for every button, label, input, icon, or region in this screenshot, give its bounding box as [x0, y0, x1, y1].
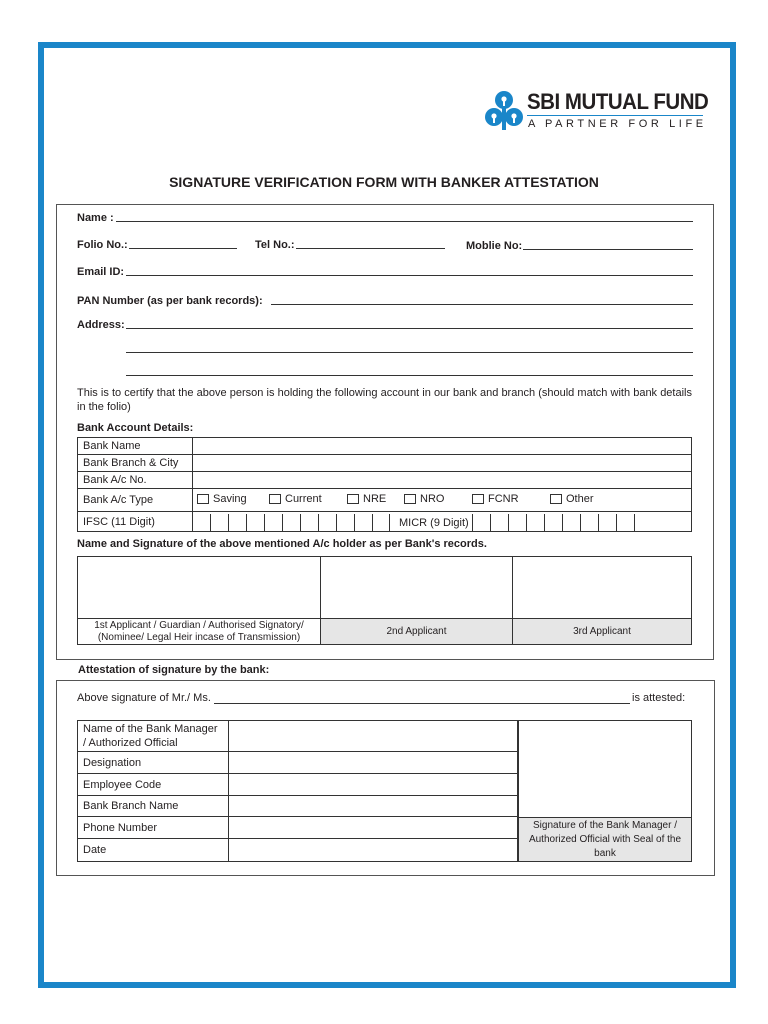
ifsc-digit-boxes[interactable] [192, 514, 390, 532]
ifsc-digit-box[interactable] [264, 514, 282, 532]
checkbox-icon[interactable] [472, 494, 484, 504]
micr-digit-box[interactable] [616, 514, 634, 532]
attested-name-field[interactable] [214, 703, 630, 704]
micr-digit-box[interactable] [580, 514, 598, 532]
ac-type-saving[interactable] [197, 493, 247, 505]
third-applicant-label: 3rd Applicant [513, 619, 692, 645]
sbi-keyhole-cluster-icon [484, 90, 524, 132]
folio-label: Folio No.: [77, 239, 128, 251]
first-applicant-signature-box[interactable] [78, 557, 321, 619]
ac-type-nre[interactable] [347, 493, 386, 505]
tel-field[interactable] [296, 248, 445, 249]
first-applicant-sublabel: (Nominee/ Legal Heir incase of Transmission) [97, 631, 301, 643]
second-applicant-signature-box[interactable] [321, 557, 513, 619]
mobile-label: Moblie No: [466, 240, 523, 252]
phone-label: Phone Number [78, 817, 229, 839]
micr-digit-box[interactable] [508, 514, 526, 532]
pan-label: PAN Number (as per bank records): [77, 295, 263, 307]
address-field-line3[interactable] [126, 375, 693, 376]
checkbox-icon[interactable] [197, 494, 209, 504]
bank-name-label: Bank Name [78, 438, 193, 455]
signature-heading: Name and Signature of the above mentioned A/c holder as per Bank's records. [77, 538, 487, 550]
micr-digit-box[interactable] [472, 514, 490, 532]
ifsc-digit-box[interactable] [354, 514, 372, 532]
ac-type-fcnr[interactable] [472, 493, 519, 505]
logo-underline [527, 115, 703, 116]
ac-no-label: Bank A/c No. [78, 472, 193, 489]
designation-field[interactable] [229, 752, 518, 774]
folio-field[interactable] [129, 248, 237, 249]
branch-city-label: Bank Branch & City [78, 455, 193, 472]
sbi-logo [484, 89, 709, 136]
ifsc-digit-box[interactable] [282, 514, 300, 532]
form-title: SIGNATURE VERIFICATION FORM WITH BANKER ATTESTATION [169, 174, 599, 190]
saving-label: Saving [213, 493, 247, 505]
ifsc-digit-box[interactable] [300, 514, 318, 532]
designation-label: Designation [78, 752, 229, 774]
ac-no-field[interactable] [193, 472, 692, 489]
manager-signature-box[interactable] [519, 721, 692, 818]
checkbox-icon[interactable] [550, 494, 562, 504]
micr-digit-box[interactable] [544, 514, 562, 532]
employee-code-label: Employee Code [78, 774, 229, 796]
phone-field[interactable] [229, 817, 518, 839]
email-label: Email ID: [77, 266, 125, 278]
manager-signature-table [518, 720, 692, 862]
applicant-signature-table [77, 556, 692, 645]
date-field[interactable] [229, 839, 518, 862]
nre-label: NRE [363, 493, 387, 505]
above-signature-label: Above signature of Mr./ Ms. [77, 692, 211, 704]
second-applicant-label: 2nd Applicant [321, 619, 513, 645]
third-applicant-signature-box[interactable] [513, 557, 692, 619]
manager-name-label: Name of the Bank Manager / Authorized Official [78, 721, 229, 752]
micr-label: MICR (9 Digit) [399, 517, 469, 529]
logo-tagline: A PARTNER FOR LIFE [528, 118, 707, 130]
ac-type-label: Bank A/c Type [78, 489, 193, 512]
bank-details-heading: Bank Account Details: [77, 422, 194, 434]
name-field[interactable] [116, 221, 693, 222]
current-label: Current [285, 493, 322, 505]
micr-digit-box[interactable] [562, 514, 580, 532]
date-label: Date [78, 839, 229, 862]
address-field-line2[interactable] [126, 352, 693, 353]
first-applicant-caption [78, 619, 321, 645]
checkbox-icon[interactable] [347, 494, 359, 504]
ac-type-other[interactable] [550, 493, 594, 505]
ifsc-digit-box[interactable] [210, 514, 228, 532]
ifsc-label: IFSC (11 Digit) [78, 512, 193, 532]
micr-digit-boxes[interactable] [472, 514, 634, 532]
pan-field[interactable] [271, 304, 693, 305]
attestation-heading: Attestation of signature by the bank: [78, 664, 270, 676]
address-label: Address: [77, 319, 125, 331]
tel-label: Tel No.: [255, 239, 295, 251]
certify-text: This is to certify that the above person is holding the following account in our bank and branch (should match with bank details in the folio) [77, 387, 692, 413]
branch-city-field[interactable] [193, 455, 692, 472]
ifsc-digit-box[interactable] [318, 514, 336, 532]
email-field[interactable] [126, 275, 693, 276]
manager-signature-caption: Signature of the Bank Manager / Authorized Official with Seal of the bank [519, 818, 692, 862]
manager-name-field[interactable] [229, 721, 518, 752]
checkbox-icon[interactable] [269, 494, 281, 504]
first-applicant-label: 1st Applicant / Guardian / Authorised Signatory/ [94, 619, 304, 631]
nro-label: NRO [420, 493, 445, 505]
logo-name: SBI MUTUAL FUND [527, 89, 709, 114]
micr-digit-box[interactable] [634, 514, 652, 532]
ifsc-digit-box[interactable] [336, 514, 354, 532]
branch-name-field[interactable] [229, 796, 518, 817]
micr-digit-box[interactable] [598, 514, 616, 532]
branch-name-label: Bank Branch Name [78, 796, 229, 817]
micr-digit-box[interactable] [490, 514, 508, 532]
bank-name-field[interactable] [193, 438, 692, 455]
address-field-line1[interactable] [126, 328, 693, 329]
ac-type-nro[interactable] [404, 493, 444, 505]
name-label: Name : [77, 212, 114, 224]
employee-code-field[interactable] [229, 774, 518, 796]
bank-official-table [77, 720, 518, 862]
ac-type-current[interactable] [269, 493, 322, 505]
fcnr-label: FCNR [488, 493, 519, 505]
ifsc-digit-box[interactable] [372, 514, 390, 532]
is-attested-label: is attested: [632, 692, 686, 704]
micr-digit-box[interactable] [526, 514, 544, 532]
mobile-field[interactable] [523, 249, 693, 250]
ifsc-digit-box[interactable] [228, 514, 246, 532]
checkbox-icon[interactable] [404, 494, 416, 504]
ifsc-digit-box[interactable] [246, 514, 264, 532]
other-label: Other [566, 493, 594, 505]
